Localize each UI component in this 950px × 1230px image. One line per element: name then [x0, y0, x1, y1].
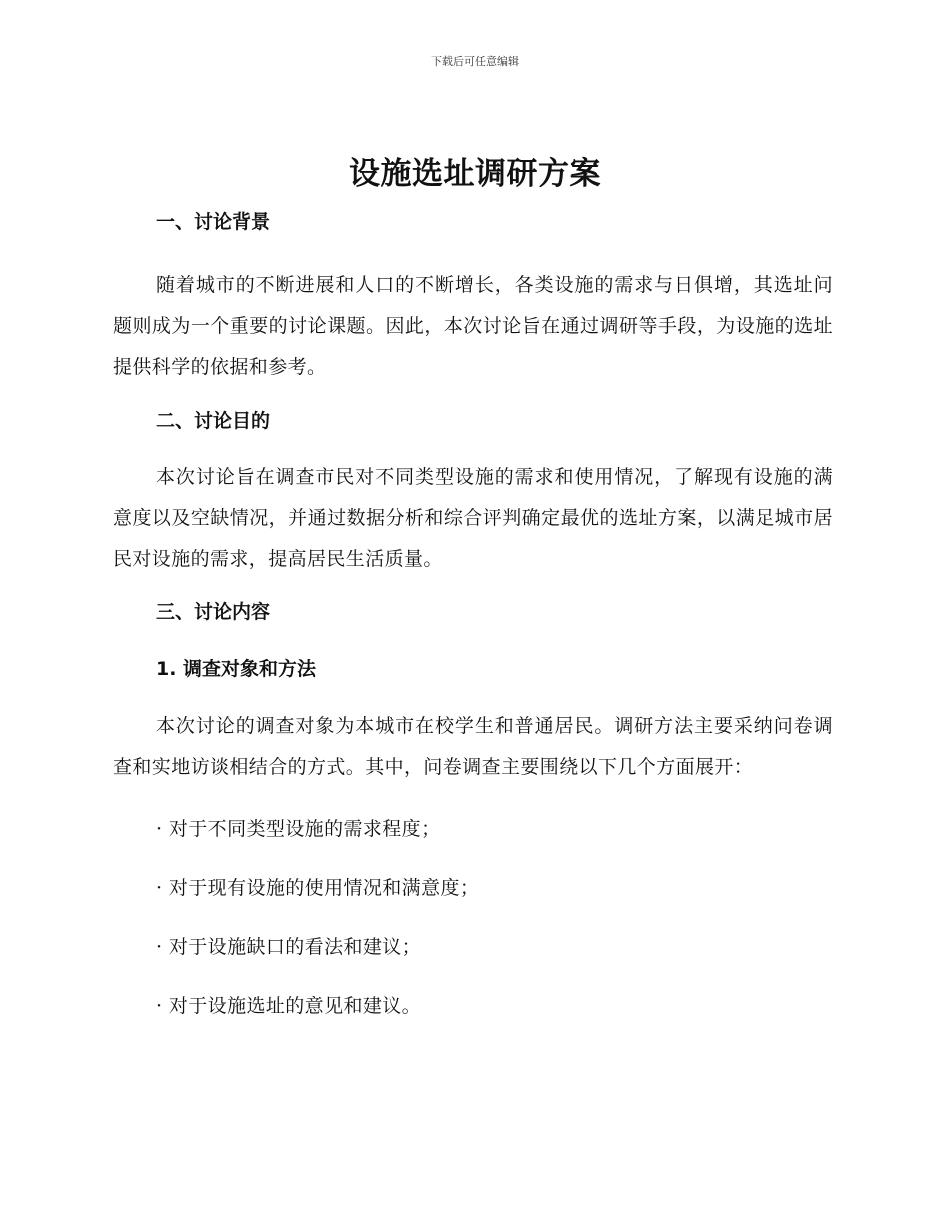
- list-item: · 对于设施缺口的看法和建议；: [156, 936, 422, 958]
- header-note: 下载后可任意编辑: [431, 55, 519, 68]
- document-title: 设施选址调研方案: [349, 156, 601, 192]
- document-body: [113, 200, 833, 1018]
- section-heading-purpose: 二、讨论目的: [156, 410, 271, 432]
- section-heading-background: 一、讨论背景: [156, 211, 271, 233]
- section-paragraph-background: 随着城市的不断进展和人口的不断增长，各类设施的需求与日俱增，其选址问题则成为一个重要的讨论课题。因此，本次讨论旨在通过调研等手段，为设施的选址提供科学的依据和参考。: [113, 274, 833, 378]
- list-item: · 对于设施选址的意见和建议。: [156, 995, 422, 1017]
- section-paragraph-purpose: 本次讨论旨在调查市民对不同类型设施的需求和使用情况，了解现有设施的满意度以及空缺情况，并通过数据分析和综合评判确定最优的选址方案，以满足城市居民对设施的需求，提高居民生活质量。: [113, 466, 833, 570]
- list-item: · 对于不同类型设施的需求程度；: [156, 818, 441, 840]
- list-item: · 对于现有设施的使用情况和满意度；: [156, 877, 480, 899]
- section-heading-content: 三、讨论内容: [156, 601, 271, 623]
- subsection-heading-method: 1. 调查对象和方法: [156, 658, 317, 680]
- subsection-paragraph-method: 本次讨论的调查对象为本城市在校学生和普通居民。调研方法主要采纳问卷调查和实地访谈相结合的方式。其中，问卷调查主要围绕以下几个方面展开：: [113, 715, 833, 778]
